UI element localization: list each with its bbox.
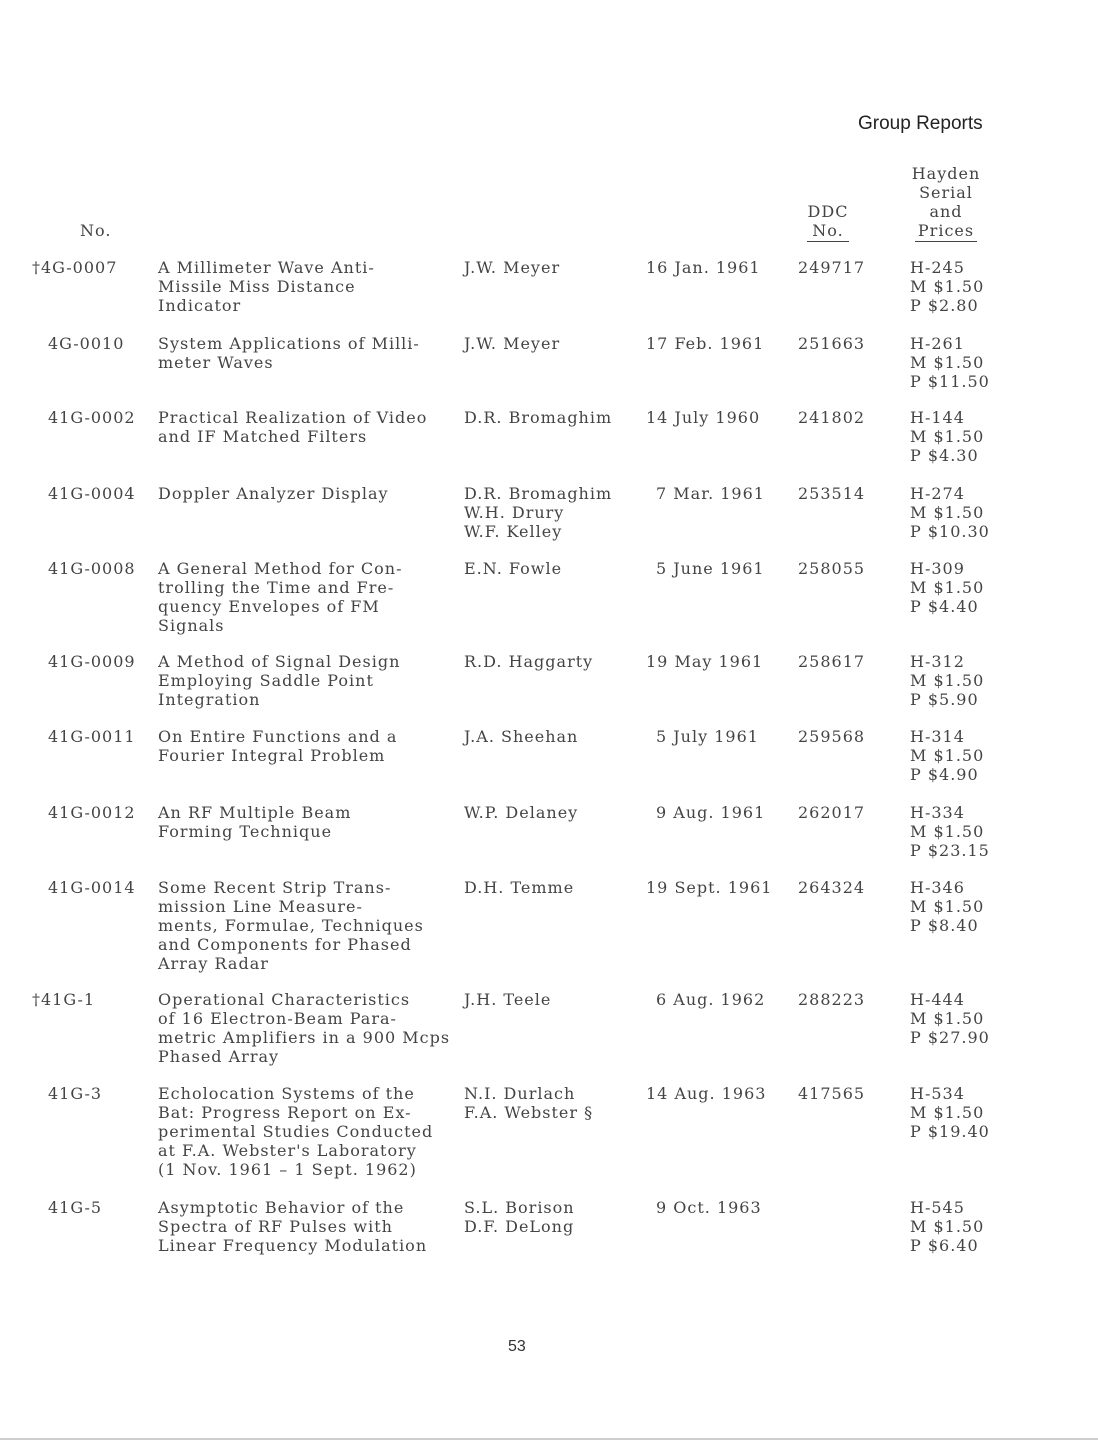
report-title: On Entire Functions and a Fourier Integral Problem bbox=[158, 727, 398, 765]
page-heading: Group Reports bbox=[858, 113, 983, 134]
report-hayden-price: H-312 M $1.50 P $5.90 bbox=[910, 652, 985, 709]
report-title: A General Method for Con- trolling the Time and Fre- quency Envelopes of FM Signals bbox=[158, 559, 403, 635]
page-number: 53 bbox=[508, 1338, 526, 1355]
report-hayden-price: H-534 M $1.50 P $19.40 bbox=[910, 1084, 990, 1141]
report-number: 4G-0010 bbox=[48, 334, 125, 353]
header-hayden-line2: Serial bbox=[919, 183, 973, 202]
report-authors: D.R. Bromaghim W.H. Drury W.F. Kelley bbox=[464, 484, 613, 541]
report-title: A Method of Signal Design Employing Saddle Point Integration bbox=[158, 652, 401, 709]
report-hayden-price: H-144 M $1.50 P $4.30 bbox=[910, 408, 985, 465]
report-ddc-number: 258055 bbox=[798, 559, 866, 578]
report-title: Asymptotic Behavior of the Spectra of RF Pulses with Linear Frequency Modulation bbox=[158, 1198, 428, 1255]
report-date: 5 July 1961 bbox=[656, 727, 759, 746]
report-date: 7 Mar. 1961 bbox=[656, 484, 765, 503]
report-title: Some Recent Strip Trans- mission Line Measure- ments, Formulae, Techniques and Components for Phased Array Radar bbox=[158, 878, 424, 973]
report-authors: R.D. Haggarty bbox=[464, 652, 594, 671]
report-authors: J.A. Sheehan bbox=[464, 727, 579, 746]
report-date: 19 May 1961 bbox=[646, 652, 764, 671]
report-hayden-price: H-346 M $1.50 P $8.40 bbox=[910, 878, 985, 935]
report-date: 16 Jan. 1961 bbox=[646, 258, 761, 277]
report-title: System Applications of Milli- meter Waves bbox=[158, 334, 420, 372]
report-ddc-number: 262017 bbox=[798, 803, 866, 822]
report-ddc-number: 258617 bbox=[798, 652, 866, 671]
report-ddc-number: 264324 bbox=[798, 878, 866, 897]
report-hayden-price: H-245 M $1.50 P $2.80 bbox=[910, 258, 985, 315]
report-number: 41G-0004 bbox=[48, 484, 136, 503]
report-date: 9 Oct. 1963 bbox=[656, 1198, 762, 1217]
report-number: †4G-0007 bbox=[32, 258, 118, 277]
report-number: 41G-3 bbox=[48, 1084, 103, 1103]
scan-edge-rule bbox=[0, 1438, 1098, 1440]
report-ddc-number: 417565 bbox=[798, 1084, 866, 1103]
report-number: 41G-0012 bbox=[48, 803, 136, 822]
report-date: 14 Aug. 1963 bbox=[646, 1084, 767, 1103]
report-ddc-number: 288223 bbox=[798, 990, 866, 1009]
report-authors: J.H. Teele bbox=[464, 990, 552, 1009]
report-hayden-price: H-261 M $1.50 P $11.50 bbox=[910, 334, 990, 391]
report-ddc-number: 241802 bbox=[798, 408, 866, 427]
report-number: 41G-0009 bbox=[48, 652, 136, 671]
report-hayden-price: H-545 M $1.50 P $6.40 bbox=[910, 1198, 985, 1255]
report-date: 6 Aug. 1962 bbox=[656, 990, 766, 1009]
report-number: 41G-0014 bbox=[48, 878, 136, 897]
report-authors: D.R. Bromaghim bbox=[464, 408, 613, 427]
report-authors: J.W. Meyer bbox=[464, 258, 561, 277]
report-authors: N.I. Durlach F.A. Webster § bbox=[464, 1084, 594, 1122]
header-ddc-line2: No. bbox=[807, 221, 848, 242]
header-ddc-line1: DDC bbox=[807, 202, 849, 221]
report-ddc-number: 253514 bbox=[798, 484, 866, 503]
report-authors: D.H. Temme bbox=[464, 878, 575, 897]
report-hayden-price: H-274 M $1.50 P $10.30 bbox=[910, 484, 990, 541]
report-date: 5 June 1961 bbox=[656, 559, 765, 578]
report-number: 41G-0008 bbox=[48, 559, 136, 578]
report-ddc-number: 251663 bbox=[798, 334, 866, 353]
report-title: An RF Multiple Beam Forming Technique bbox=[158, 803, 352, 841]
report-hayden-price: H-444 M $1.50 P $27.90 bbox=[910, 990, 990, 1047]
report-ddc-number: 259568 bbox=[798, 727, 866, 746]
header-hayden bbox=[906, 164, 986, 242]
report-title: Echolocation Systems of the Bat: Progress Report on Ex- perimental Studies Conducted at F.A. Webster's Laboratory (1 Nov. 1961 – 1 Sept. 1962) bbox=[158, 1084, 434, 1179]
header-hayden-line3: and bbox=[929, 202, 963, 221]
report-number: 41G-0011 bbox=[48, 727, 136, 746]
report-number: 41G-5 bbox=[48, 1198, 103, 1217]
report-title: Doppler Analyzer Display bbox=[158, 484, 389, 503]
report-authors: J.W. Meyer bbox=[464, 334, 561, 353]
report-authors: E.N. Fowle bbox=[464, 559, 563, 578]
report-ddc-number: 249717 bbox=[798, 258, 866, 277]
report-number: †41G-1 bbox=[32, 990, 96, 1009]
report-authors: S.L. Borison D.F. DeLong bbox=[464, 1198, 575, 1236]
report-title: Practical Realization of Video and IF Matched Filters bbox=[158, 408, 428, 446]
report-authors: W.P. Delaney bbox=[464, 803, 579, 822]
report-hayden-price: H-309 M $1.50 P $4.40 bbox=[910, 559, 985, 616]
header-no: No. bbox=[80, 221, 112, 240]
header-hayden-line4: Prices bbox=[915, 221, 977, 242]
header-ddc bbox=[800, 202, 856, 242]
report-date: 9 Aug. 1961 bbox=[656, 803, 766, 822]
report-date: 19 Sept. 1961 bbox=[646, 878, 773, 897]
report-number: 41G-0002 bbox=[48, 408, 136, 427]
report-title: A Millimeter Wave Anti- Missile Miss Distance Indicator bbox=[158, 258, 375, 315]
report-hayden-price: H-334 M $1.50 P $23.15 bbox=[910, 803, 990, 860]
report-date: 14 July 1960 bbox=[646, 408, 761, 427]
report-hayden-price: H-314 M $1.50 P $4.90 bbox=[910, 727, 985, 784]
header-hayden-line1: Hayden bbox=[911, 164, 981, 183]
report-date: 17 Feb. 1961 bbox=[646, 334, 765, 353]
report-title: Operational Characteristics of 16 Electron-Beam Para- metric Amplifiers in a 900 Mcps Phased Array bbox=[158, 990, 451, 1066]
